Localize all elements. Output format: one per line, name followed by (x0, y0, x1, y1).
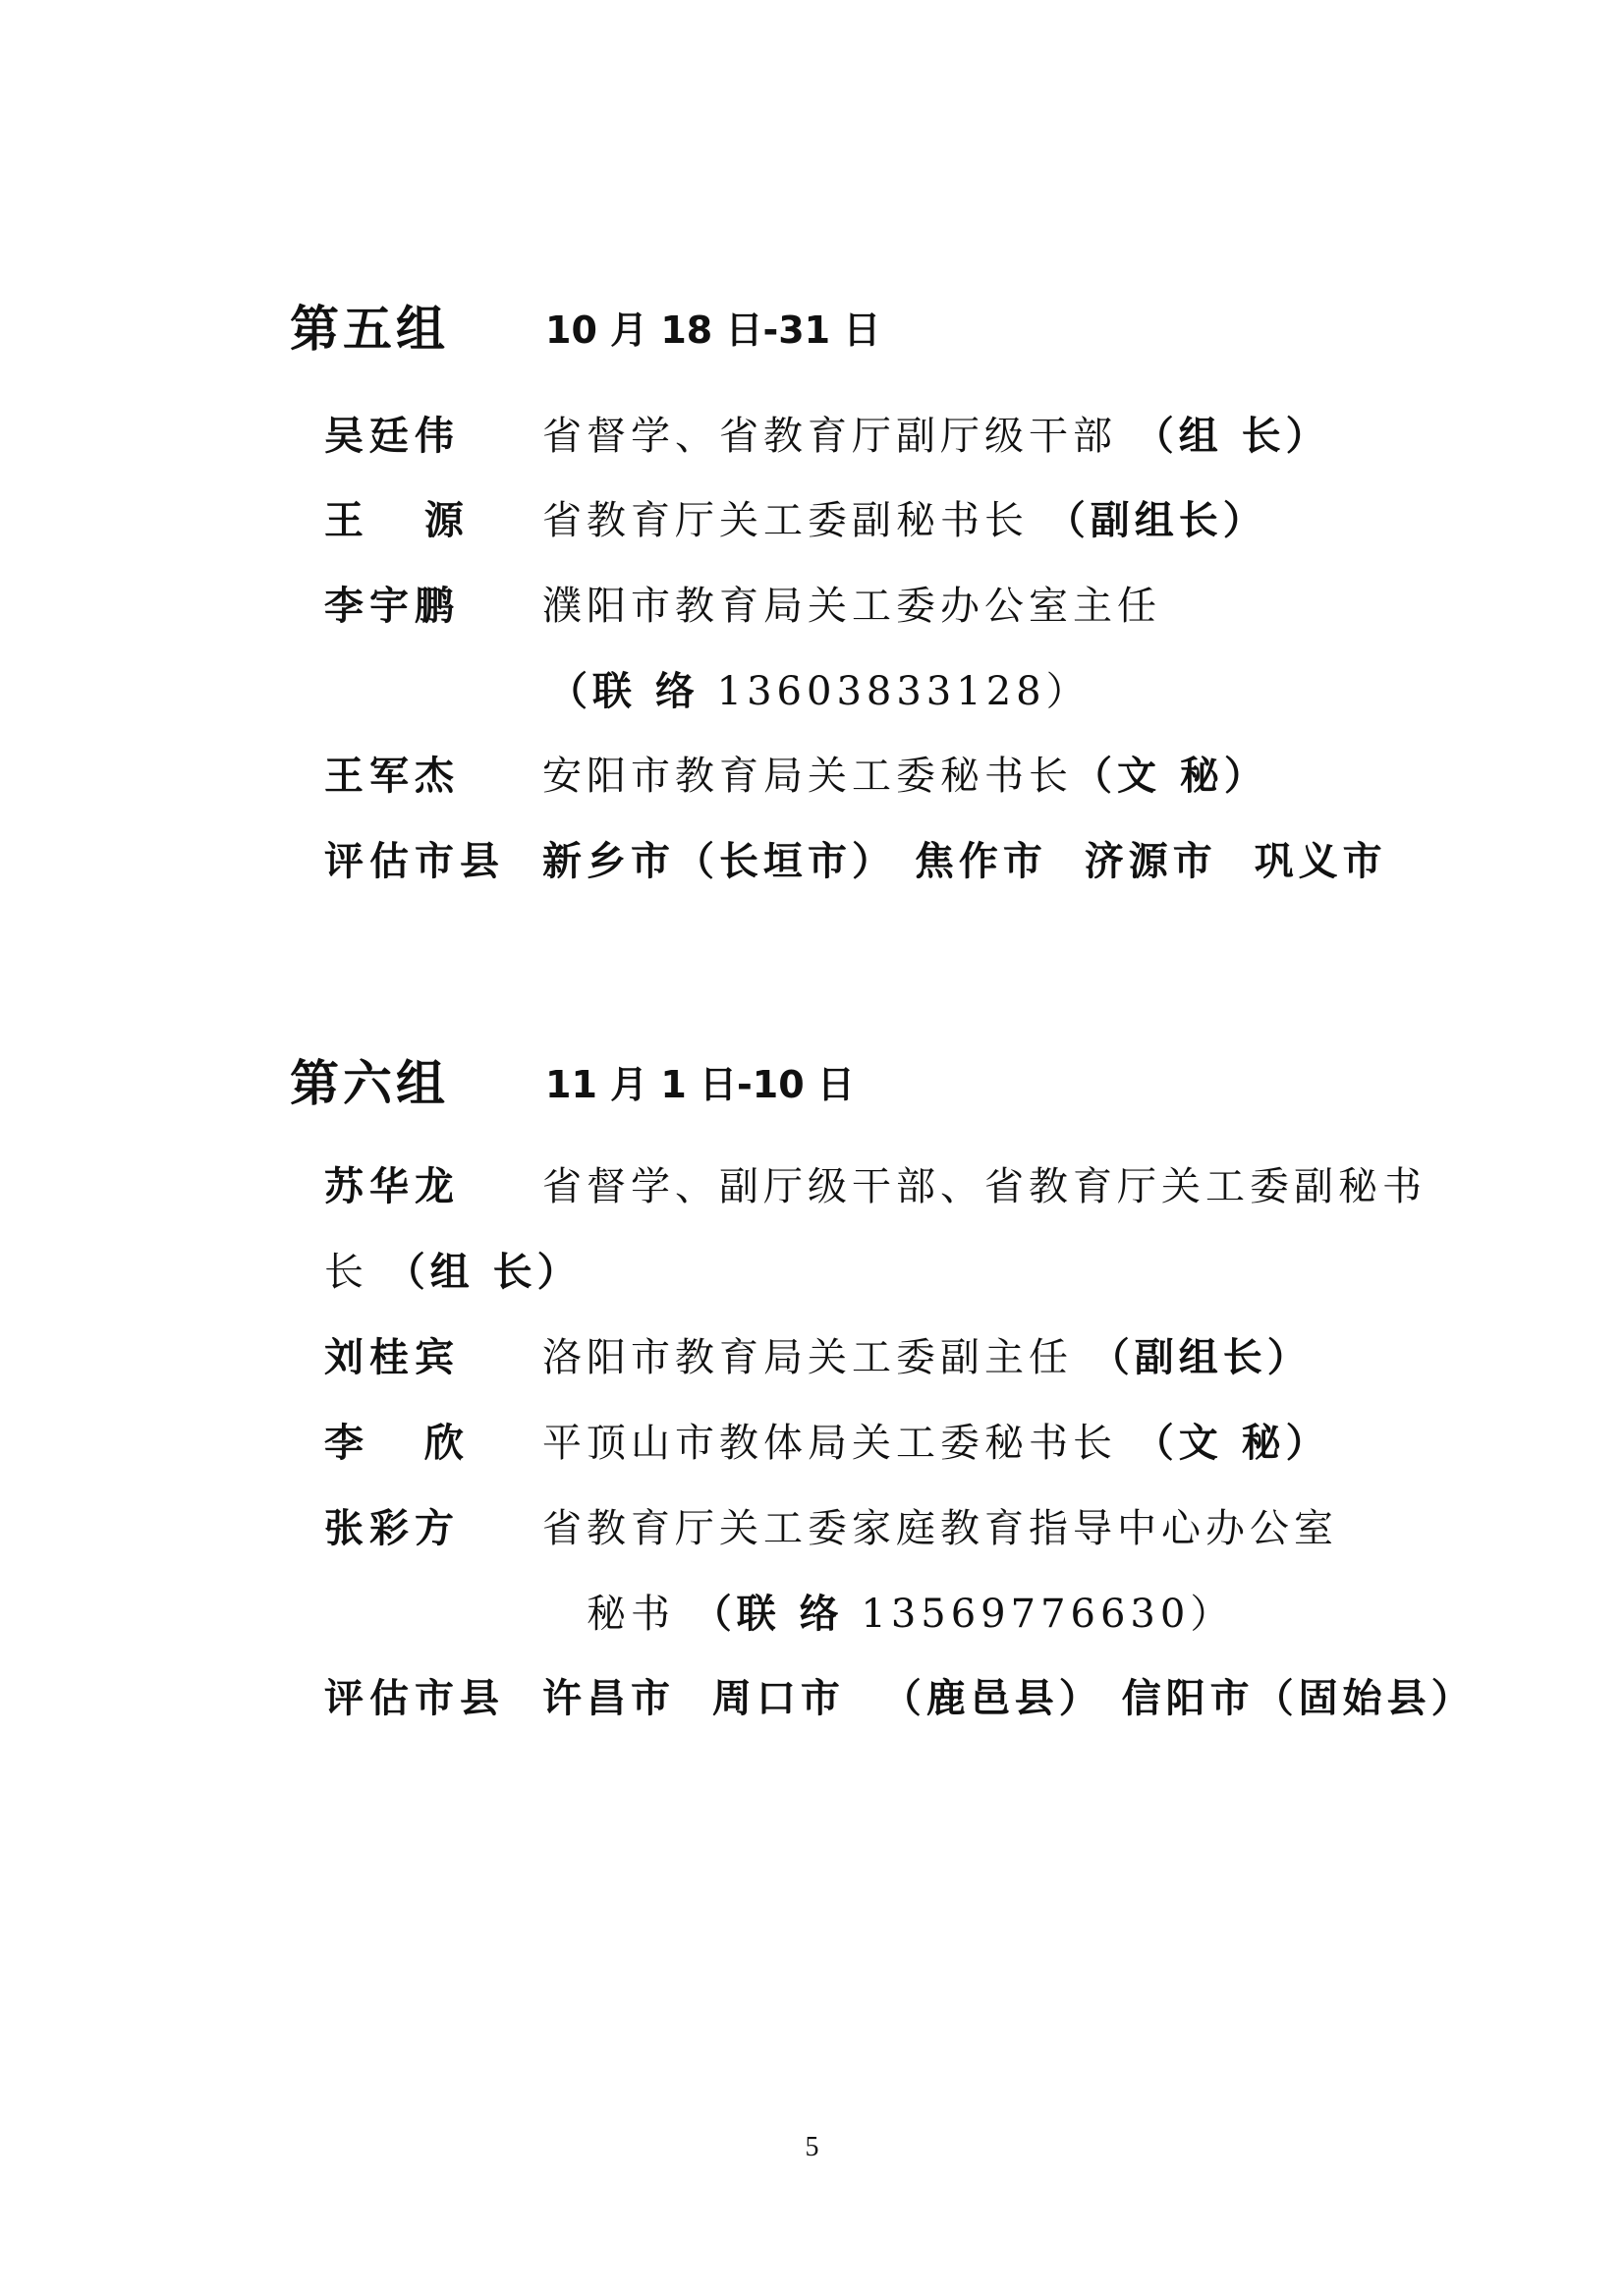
group5-member-3 (324, 575, 1503, 634)
group5-eval (324, 830, 1552, 889)
group6-eval (324, 1667, 1552, 1726)
group5-member-2 (324, 489, 1503, 548)
group5-contact (548, 660, 1091, 716)
contact-label: （联 络 (548, 668, 700, 714)
member-name: 刘桂宾 (324, 1334, 460, 1380)
member-name: 王 源 (324, 497, 487, 543)
member-desc: 安阳市教育局关工委秘书长（文 秘） (542, 753, 1268, 799)
eval-label: 评估市县 (324, 838, 505, 884)
member-role: （文 秘） (1073, 753, 1268, 799)
member-name: 李 欣 (324, 1420, 487, 1466)
member-name: 李宇鹏 (324, 583, 460, 629)
member-role: （组 长） (385, 1249, 582, 1295)
contact-label: （联 络 (692, 1591, 844, 1637)
contact-phone: 13569776630） (861, 1592, 1235, 1637)
group6-member-4 (324, 1497, 1503, 1556)
member-name: 张彩方 (324, 1505, 460, 1551)
member-desc: 平顶山市教体局关工委秘书长 （文 秘） (542, 1420, 1330, 1466)
member-desc: 洛阳市教育局关工委副主任 （副组长） (542, 1334, 1312, 1380)
eval-label: 评估市县 (324, 1675, 505, 1721)
contact-phone: 13603833128） (716, 669, 1091, 714)
group6-contact (587, 1583, 1234, 1639)
group6-member-1-cont (324, 1241, 1503, 1300)
member-desc: 省督学、副厅级干部、省教育厅关工委副秘书 (542, 1164, 1427, 1209)
member-desc-cont: 长 （组 长） (324, 1249, 582, 1295)
group5-date: 10 月 18 日-31 日 (545, 308, 881, 352)
member-role: （副组长） (1045, 497, 1267, 543)
member-desc: 濮阳市教育局关工委办公室主任 (542, 584, 1161, 629)
group6-date: 11 月 1 日-10 日 (545, 1063, 855, 1106)
group5-member-4 (324, 745, 1503, 804)
member-role: （副组长） (1090, 1334, 1312, 1380)
member-role: （文 秘） (1134, 1420, 1330, 1466)
group6-member-2 (324, 1326, 1503, 1385)
group6-member-3 (324, 1412, 1503, 1471)
member-desc: 省督学、省教育厅副厅级干部 （组 长） (542, 413, 1330, 459)
member-desc: 省教育厅关工委家庭教育指导中心办公室 (542, 1506, 1338, 1551)
page-number: 5 (805, 2132, 819, 2162)
group5-member-1 (324, 405, 1503, 464)
member-role: （组 长） (1134, 413, 1330, 459)
eval-cities: 许昌市 周口市 （鹿邑县） 信阳市（固始县） (542, 1675, 1476, 1721)
eval-cities: 新乡市（长垣市） 焦作市 济源市 巩义市 (542, 838, 1387, 884)
member-name: 吴廷伟 (324, 413, 460, 459)
group6-member-1 (324, 1155, 1503, 1214)
member-name: 王军杰 (324, 753, 460, 799)
group5-title: 第五组 (290, 300, 449, 358)
member-desc-cont: 秘书 (587, 1592, 675, 1637)
member-desc: 省教育厅关工委副秘书长 （副组长） (542, 497, 1267, 543)
group6-title: 第六组 (290, 1054, 449, 1112)
member-name: 苏华龙 (324, 1163, 460, 1209)
